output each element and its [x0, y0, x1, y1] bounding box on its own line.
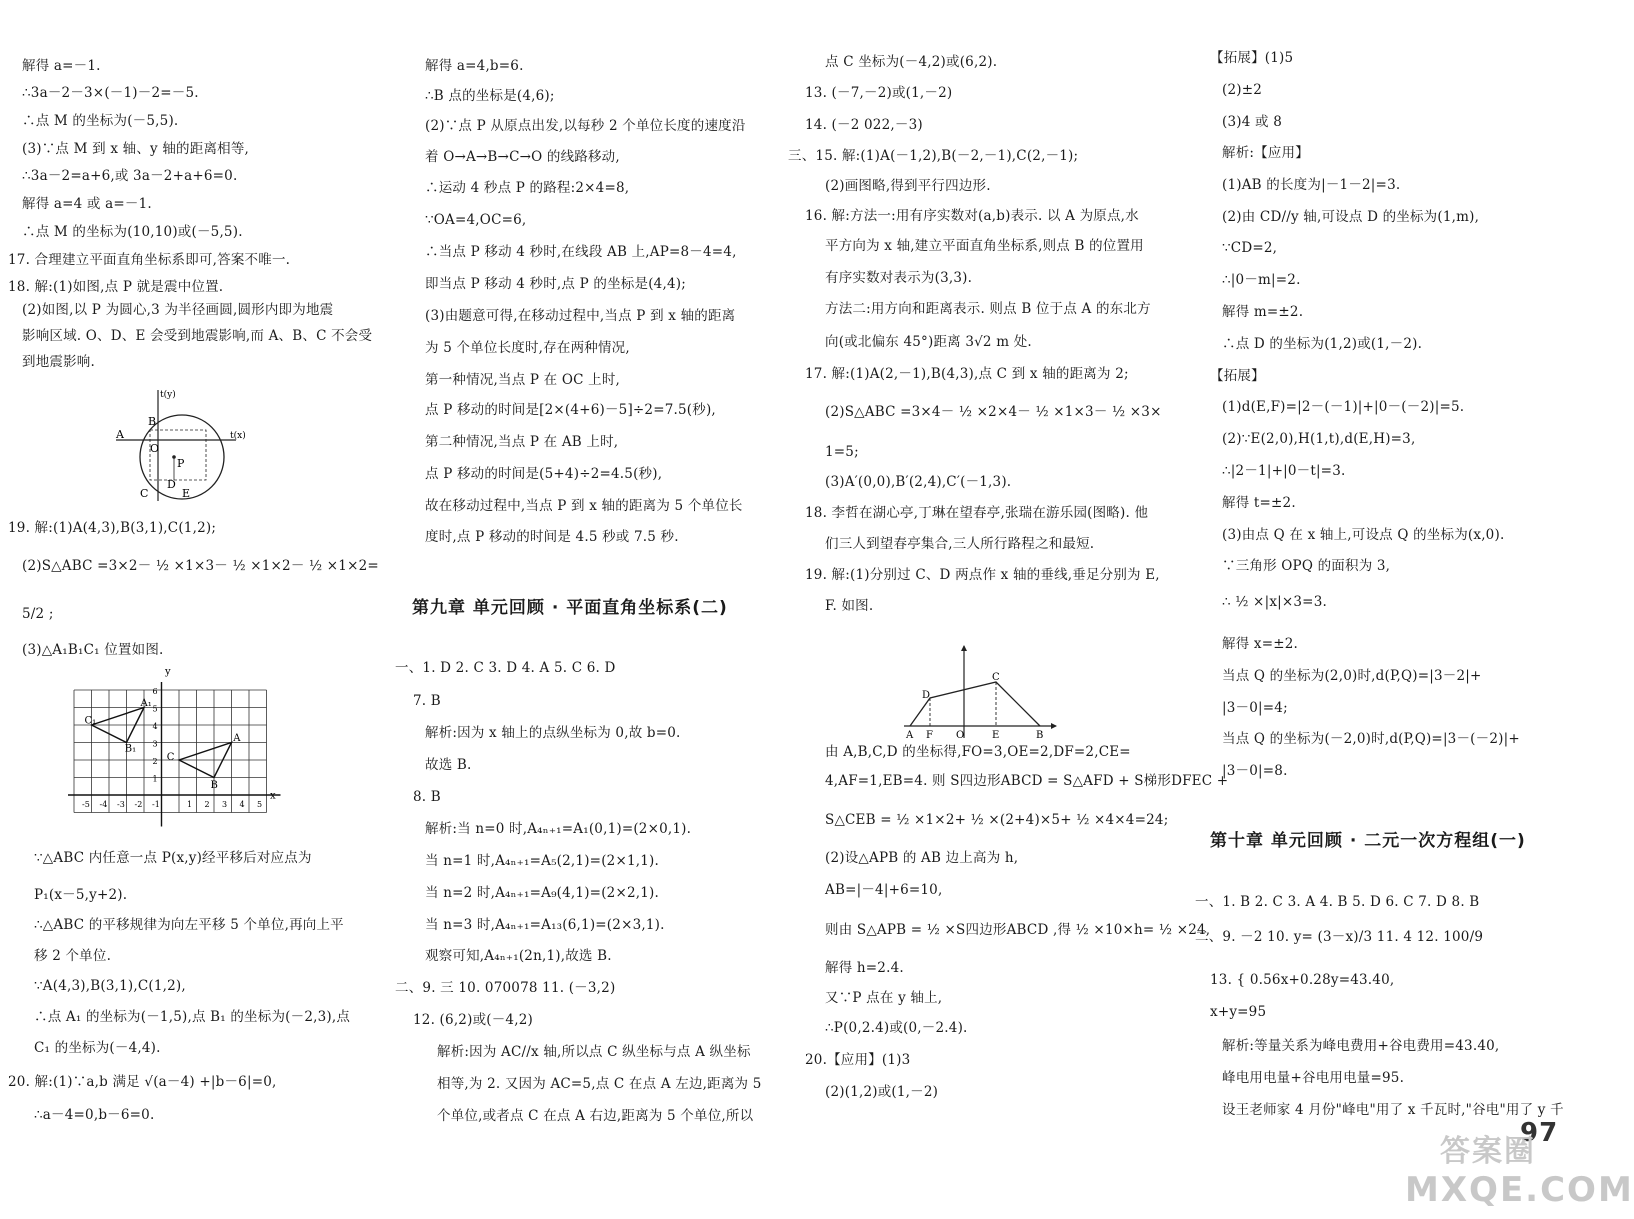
text-line: 解析:【应用】 [1222, 145, 1309, 161]
grid-tick-label: 5 [257, 800, 263, 809]
text-line: 则由 S△APB = ½ ×S四边形ABCD ,得 ½ ×10×h= ½ ×24, [825, 922, 1211, 938]
text-line: ∴△ABC 的平移规律为向左平移 5 个单位,再向上平 [34, 917, 344, 933]
grid-tick-label: 4 [152, 722, 158, 731]
fig18-label-O: O [150, 442, 160, 455]
grid-tick-label: -4 [99, 800, 108, 809]
grid-tick-label: 1 [152, 774, 158, 784]
text-line: 第二种情况,当点 P 在 AB 上时, [425, 434, 619, 450]
text-line: (2)∵E(2,0),H(1,t),d(E,H)=3, [1222, 431, 1416, 447]
translation-grid-figure [66, 666, 296, 832]
fig19-label-D: D [922, 690, 931, 701]
grid-point-label: x [270, 790, 276, 802]
text-line: 二、9. 三 10. 070078 11. (－3,2) [395, 980, 616, 996]
text-line: ∴a－4=0,b－6=0. [34, 1107, 155, 1123]
text-line: (1)AB 的长度为|－1－2|=3. [1222, 177, 1401, 193]
watermark-url: MXQE.COM [1405, 1170, 1634, 1210]
text-line: ∴点 M 的坐标为(－5,5). [22, 113, 179, 129]
text-line: 解得 a=4 或 a=－1. [22, 196, 152, 212]
text-line: (2)∵点 P 从原点出发,以每秒 2 个单位长度的速度沿 [425, 118, 746, 134]
text-line: 19. 解:(1)分别过 C、D 两点作 x 轴的垂线,垂足分别为 E, [805, 567, 1160, 583]
text-line: 度时,点 P 移动的时间是 4.5 秒或 7.5 秒. [425, 529, 679, 545]
text-line: ∵OA=4,OC=6, [425, 212, 527, 228]
fig18-label-C: C [140, 487, 149, 500]
text-line: 20. 解:(1)∵a,b 满足 √(a－4) +|b－6|=0, [8, 1074, 277, 1090]
text-line: ∴运动 4 秒点 P 的路程:2×4=8, [425, 180, 630, 196]
text-line: 到地震影响. [22, 354, 95, 370]
text-line: (2)由 CD//y 轴,可设点 D 的坐标为(1,m), [1222, 209, 1480, 225]
text-line: 故在移动过程中,当点 P 到 x 轴的距离为 5 个单位长 [425, 498, 743, 514]
grid-point-label: C [166, 752, 175, 763]
text-line: 当 n=2 时,A₄ₙ₊₁=A₉(4,1)=(2×2,1). [425, 885, 659, 901]
text-line: 移 2 个单位. [34, 948, 112, 964]
text-line: 解得 t=±2. [1222, 495, 1296, 511]
text-line: 14. (－2 022,－3) [805, 117, 923, 133]
grid-tick-label: 4 [239, 800, 245, 809]
text-line: 当点 Q 的坐标为(2,0)时,d(P,Q)=|3－2|+ [1222, 668, 1482, 684]
text-line: 解得 a=4,b=6. [425, 58, 524, 74]
text-line: 20.【应用】(1)3 [805, 1052, 911, 1068]
grid-tick-label: 5 [152, 704, 158, 714]
text-line: 相等,为 2. 又因为 AC=5,点 C 在点 A 左边,距离为 5 [437, 1076, 762, 1092]
text-line: ∵CD=2, [1222, 240, 1278, 256]
grid-tick-label: 2 [204, 800, 210, 809]
text-line: (3)∵点 M 到 x 轴、y 轴的距离相等, [22, 141, 250, 157]
text-line: ∴B 点的坐标是(4,6); [425, 88, 555, 104]
text-line: 由 A,B,C,D 的坐标得,FO=3,OE=2,DF=2,CE= [825, 744, 1131, 760]
text-line: 又∵P 点在 y 轴上, [825, 990, 943, 1006]
text-line: 7. B [413, 693, 441, 709]
epicenter-circle-figure [112, 385, 246, 503]
text-line: 个单位,或者点 C 在点 A 右边,距离为 5 个单位,所以 [437, 1108, 754, 1124]
text-line: 平方向为 x 轴,建立平面直角坐标系,则点 B 的位置用 [825, 238, 1144, 254]
text-line: S△CEB = ½ ×1×2+ ½ ×(2+4)×5+ ½ ×4×4=24; [825, 812, 1169, 828]
grid-point-label: B [210, 780, 218, 791]
fig18-axis-x: t(x) [230, 431, 246, 441]
text-line: ∴当点 P 移动 4 秒时,在线段 AB 上,AP=8－4=4, [425, 244, 737, 260]
chapter-heading: 第十章 单元回顾 · 二元一次方程组(一) [1210, 831, 1526, 851]
text-line: 方法二:用方向和距离表示. 则点 B 位于点 A 的东北方 [825, 301, 1151, 317]
text-line: 5/2 ; [22, 606, 54, 622]
grid-tick-label: 2 [152, 757, 158, 766]
text-line: ∴点 A₁ 的坐标为(－1,5),点 B₁ 的坐标为(－2,3),点 [34, 1009, 351, 1025]
fig18-label-A: A [116, 428, 124, 441]
text-line: 们三人到望春亭集合,三人所行路程之和最短. [825, 536, 1095, 552]
text-line: (3)A′(0,0),B′(2,4),C′(－1,3). [825, 474, 1012, 490]
text-line: (2)设△APB 的 AB 边上高为 h, [825, 850, 1019, 866]
text-line: 向(或北偏东 45°)距离 3√2 m 处. [825, 334, 1032, 350]
text-line: 点 P 移动的时间是(5+4)÷2=4.5(秒), [425, 466, 663, 482]
text-line: 当点 Q 的坐标为(－2,0)时,d(P,Q)=|3－(－2)|+ [1222, 731, 1520, 747]
text-line: 17. 合理建立平面直角坐标系即可,答案不唯一. [8, 252, 291, 268]
text-line: ∵A(4,3),B(3,1),C(1,2), [34, 978, 186, 994]
fig19-label-F: F [926, 730, 933, 741]
text-line: 4,AF=1,EB=4. 则 S四边形ABCD = S△AFD + S梯形DFEC + [825, 773, 1229, 789]
text-line: |3－0|=8. [1222, 763, 1288, 779]
text-line: 故选 B. [425, 757, 472, 773]
text-line: 【拓展】(1)5 [1210, 50, 1294, 66]
grid-tick-label: -5 [82, 800, 90, 809]
text-line: x+y=95 [1210, 1004, 1267, 1020]
text-line: 一、1. B 2. C 3. A 4. B 5. D 6. C 7. D 8. B [1195, 894, 1480, 910]
text-line: (1)d(E,F)=|2－(－1)|+|0－(－2)|=5. [1222, 399, 1465, 415]
text-line: (3)4 或 8 [1222, 114, 1282, 130]
text-line: F. 如图. [825, 598, 874, 614]
text-line: ∵△ABC 内任意一点 P(x,y)经平移后对应点为 [34, 850, 312, 866]
text-line: 解析:等量关系为峰电费用+谷电费用=43.40, [1222, 1038, 1500, 1054]
text-line: 当 n=3 时,A₄ₙ₊₁=A₁₃(6,1)=(2×3,1). [425, 917, 665, 933]
text-line: ∴|0－m|=2. [1222, 272, 1301, 288]
text-line: 观察可知,A₄ₙ₊₁(2n,1),故选 B. [425, 948, 612, 964]
text-line: 峰电用电量+谷电用电量=95. [1222, 1070, 1405, 1086]
watermark-logo: 答案圈 [1440, 1134, 1536, 1169]
text-line: 18. 解:(1)如图,点 P 就是震中位置. [8, 279, 224, 295]
fig18-label-P: P [177, 457, 185, 470]
text-line: ∴P(0,2.4)或(0,－2.4). [825, 1020, 968, 1036]
text-line: ∴3a－2－3×(－1)－2=－5. [22, 85, 199, 101]
text-line: 为 5 个单位长度时,存在两种情况, [425, 340, 630, 356]
grid-tick-label: 3 [222, 800, 228, 809]
text-line: (2)画图略,得到平行四边形. [825, 178, 991, 194]
text-line: ∴点 M 的坐标为(10,10)或(－5,5). [22, 224, 243, 240]
fig18-label-D: D [167, 478, 176, 491]
text-line: (2)(1,2)或(1,－2) [825, 1084, 939, 1100]
text-line: ∴|2－1|+|0－t|=3. [1222, 463, 1346, 479]
text-line: 点 P 移动的时间是[2×(4+6)－5]÷2=7.5(秒), [425, 402, 716, 418]
chapter-heading: 第九章 单元回顾 · 平面直角坐标系(二) [412, 598, 728, 618]
fig18-axis-y: t(y) [160, 390, 176, 400]
text-line: |3－0|=4; [1222, 700, 1288, 716]
fig18-label-E: E [182, 487, 191, 500]
text-line: (2)S△ABC =3×4－ ½ ×2×4－ ½ ×1×3－ ½ ×3× [825, 404, 1162, 420]
page-number: 97 [1520, 1118, 1559, 1148]
fig19-label-A: A [906, 730, 914, 741]
fig19-label-C: C [992, 672, 1000, 683]
text-line: (2)S△ABC =3×2－ ½ ×1×3－ ½ ×1×2－ ½ ×1×2= [22, 558, 379, 574]
grid-point-label: A₁ [140, 697, 152, 709]
text-line: ∴点 D 的坐标为(1,2)或(1,－2). [1222, 336, 1423, 352]
text-line: 解得 x=±2. [1222, 636, 1299, 652]
text-line: 设王老师家 4 月份"峰电"用了 x 千瓦时,"谷电"用了 y 千 [1222, 1102, 1564, 1118]
fig19-label-E: E [992, 730, 1000, 741]
text-line: 影响区域. O、D、E 会受到地震影响,而 A、B、C 不会受 [22, 328, 373, 344]
text-line: 三、15. 解:(1)A(－1,2),B(－2,－1),C(2,－1); [788, 148, 1079, 164]
fig19-label-B: B [1036, 730, 1044, 741]
grid-tick-label: -2 [134, 800, 143, 809]
text-line: ∵三角形 OPQ 的面积为 3, [1222, 558, 1391, 574]
text-line: 【拓展】 [1210, 368, 1265, 384]
text-line: 解得 a=－1. [22, 58, 101, 74]
text-line: 13. { 0.56x+0.28y=43.40, [1210, 972, 1395, 988]
fig18-label-B: B [148, 415, 157, 428]
text-line: 当 n=1 时,A₄ₙ₊₁=A₅(2,1)=(2×1,1). [425, 853, 659, 869]
quadrilateral-figure [900, 642, 1060, 742]
text-line: 解析:因为 x 轴上的点纵坐标为 0,故 b=0. [425, 725, 681, 741]
text-line: 有序实数对表示为(3,3). [825, 270, 973, 286]
text-line: 第一种情况,当点 P 在 OC 上时, [425, 372, 621, 388]
grid-tick-label: 6 [152, 687, 158, 696]
text-line: 16. 解:方法一:用有序实数对(a,b)表示. 以 A 为原点,水 [805, 208, 1139, 224]
text-line: 18. 李哲在湖心亭,丁琳在望春亭,张瑞在游乐园(图略). 他 [805, 505, 1149, 521]
text-line: 解析:当 n=0 时,A₄ₙ₊₁=A₁(0,1)=(2×0,1). [425, 821, 692, 837]
text-line: 8. B [413, 789, 441, 805]
grid-tick-label: -1 [152, 800, 160, 809]
text-line: 1=5; [825, 444, 859, 460]
text-line: (3)由题意可得,在移动过程中,当点 P 到 x 轴的距离 [425, 308, 736, 324]
fig19-label-O: O [956, 730, 965, 741]
text-line: 解得 h=2.4. [825, 960, 904, 976]
grid-tick-label: 1 [187, 800, 193, 809]
grid-tick-label: -3 [117, 800, 125, 809]
text-line: (3)△A₁B₁C₁ 位置如图. [22, 642, 164, 658]
text-line: 即当点 P 移动 4 秒时,点 P 的坐标是(4,4); [425, 276, 686, 292]
text-line: ∴ ½ ×|x|×3=3. [1222, 594, 1327, 610]
text-line: 二、9. －2 10. y= (3－x)/3 11. 4 12. 100/9 [1195, 929, 1484, 945]
text-line: 12. (6,2)或(－4,2) [413, 1012, 533, 1028]
grid-point-label: B₁ [124, 743, 137, 755]
text-line: 解析:因为 AC//x 轴,所以点 C 纵坐标与点 A 纵坐标 [437, 1044, 751, 1060]
text-line: (2)±2 [1222, 82, 1263, 98]
text-line: C₁ 的坐标为(－4,4). [34, 1040, 161, 1056]
grid-point-label: y [165, 666, 171, 678]
text-line: 19. 解:(1)A(4,3),B(3,1),C(1,2); [8, 520, 217, 536]
text-line: P₁(x－5,y+2). [34, 887, 128, 903]
grid-tick-label: 3 [152, 739, 158, 749]
text-line: 17. 解:(1)A(2,－1),B(4,3),点 C 到 x 轴的距离为 2; [805, 366, 1129, 382]
grid-point-label: A [233, 732, 241, 744]
grid-point-label: C₁ [84, 715, 97, 727]
text-line: 一、1. D 2. C 3. D 4. A 5. C 6. D [395, 660, 616, 676]
text-line: AB=|－4|+6=10, [825, 882, 943, 898]
text-line: (2)如图,以 P 为圆心,3 为半径画圆,圆形内即为地震 [22, 302, 334, 318]
text-line: 13. (－7,－2)或(1,－2) [805, 85, 953, 101]
text-line: 点 C 坐标为(－4,2)或(6,2). [825, 54, 998, 70]
text-line: 解得 m=±2. [1222, 304, 1304, 320]
text-line: ∴3a－2=a+6,或 3a－2+a+6=0. [22, 168, 238, 184]
text-line: (3)由点 Q 在 x 轴上,可设点 Q 的坐标为(x,0). [1222, 527, 1505, 543]
text-line: 着 O→A→B→C→O 的线路移动, [425, 149, 620, 165]
